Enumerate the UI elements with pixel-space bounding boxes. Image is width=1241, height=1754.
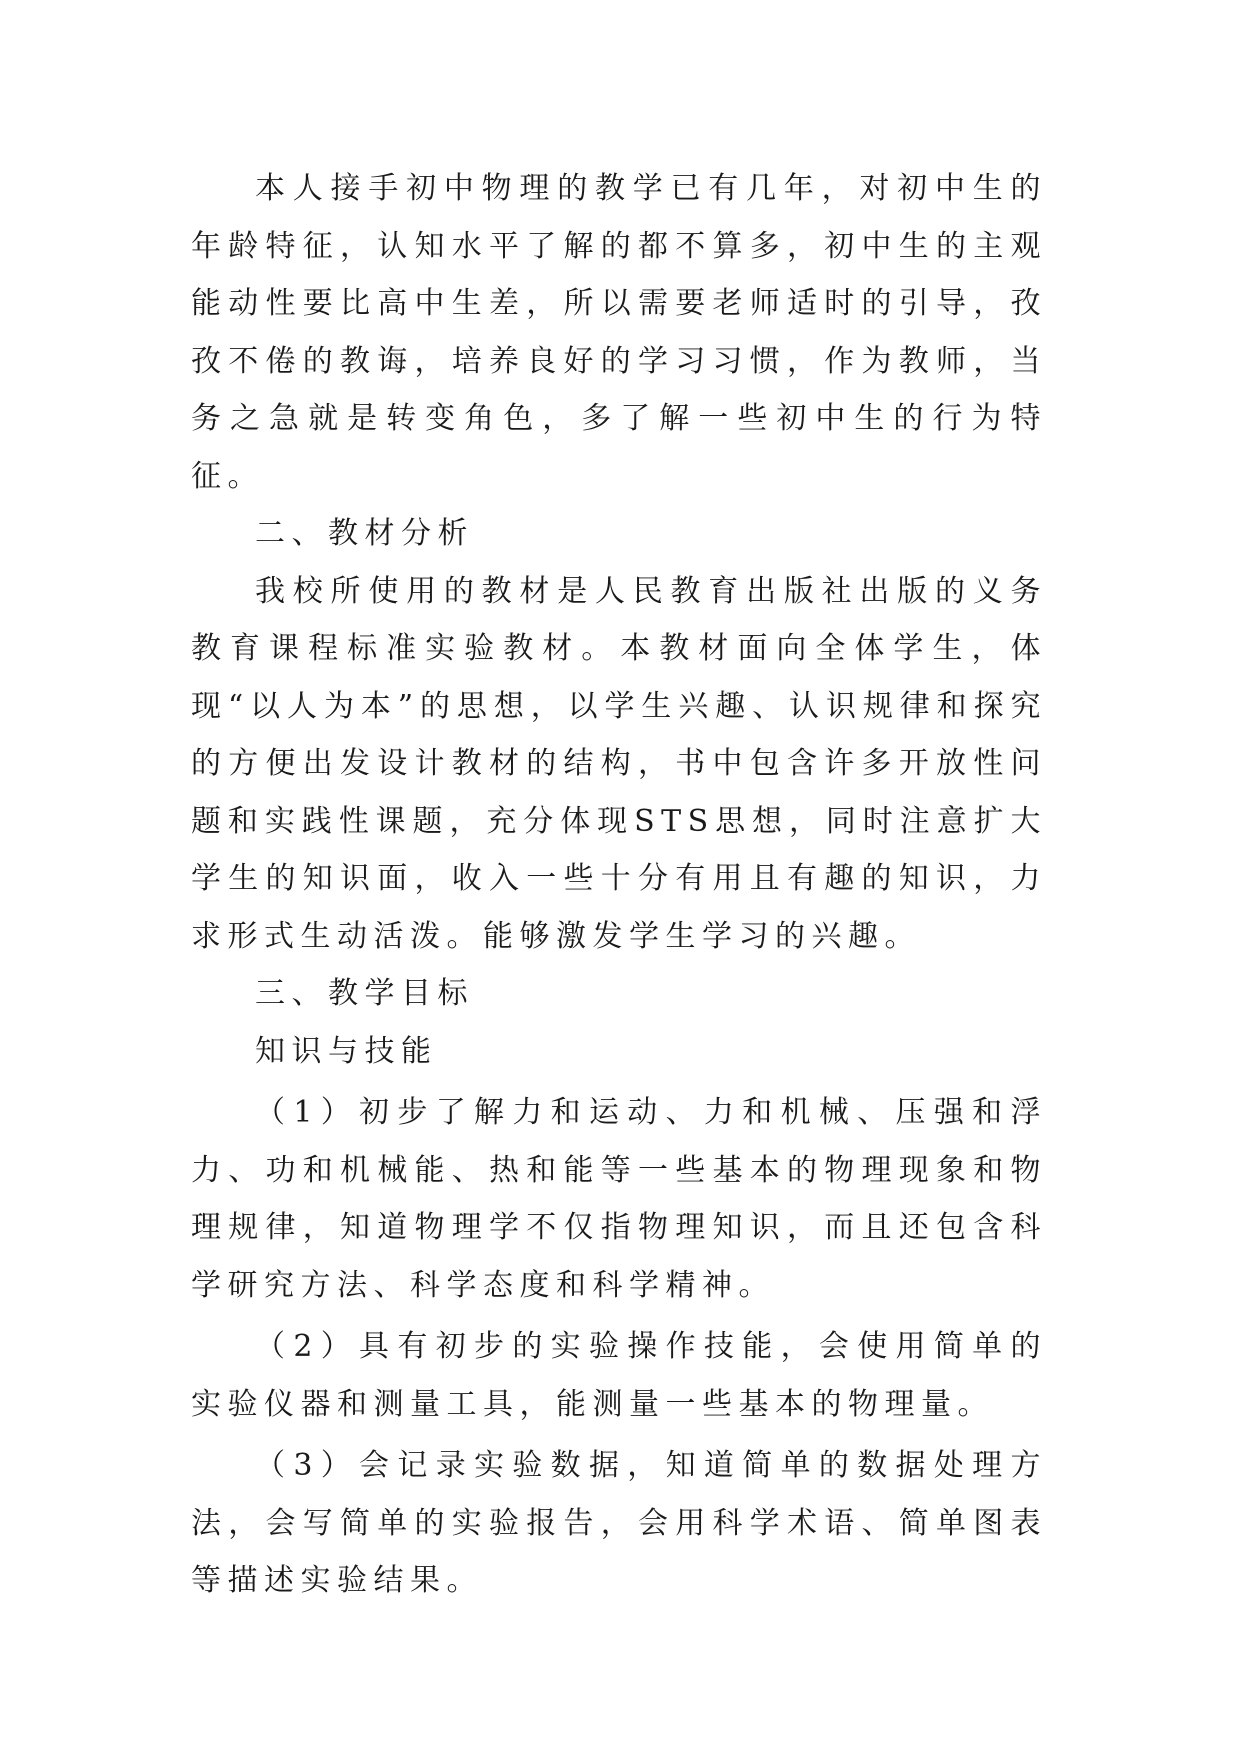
document-body xyxy=(191,160,1047,1610)
subheading-knowledge-skills: 知识与技能 xyxy=(255,1033,438,1069)
goal-item-2: （2）具有初步的实验操作技能，会使用简单的实验仪器和测量工具，能测量一些基本的物理量。 xyxy=(191,1329,1047,1422)
paragraph-intro: 本人接手初中物理的教学已有几年，对初中生的年龄特征，认知水平了解的都不算多，初中生的主观能动性要比高中生差，所以需要老师适时的引导，孜孜不倦的教诲，培养良好的学习习惯，作为教师，当务之急就是转变角色，多了解一些初中生的行为特征。 xyxy=(191,171,1047,494)
heading-textbook-analysis: 二、教材分析 xyxy=(255,516,474,551)
paragraph-textbook: 我校所使用的教材是人民教育出版社出版的义务教育课程标准实验教材。本教材面向全体学生，体现“以人为本”的思想，以学生兴趣、认识规律和探究的方便出发设计教材的结构，书中包含许多开放性问题和实践性课题，充分体现STS思想，同时注意扩大学生的知识面，收入一些十分有用且有趣的知识，力求形式生动活泼。能够激发学生学习的兴趣。 xyxy=(191,573,1047,954)
goal-item-1: （1）初步了解力和运动、力和机械、压强和浮力、功和机械能、热和能等一些基本的物理现象和物理规律，知道物理学不仅指物理知识，而且还包含科学研究方法、科学态度和科学精神。 xyxy=(191,1095,1047,1303)
heading-teaching-goals: 三、教学目标 xyxy=(255,976,474,1011)
goal-item-3: （3）会记录实验数据，知道简单的数据处理方法，会写简单的实验报告，会用科学术语、简单图表等描述实验结果。 xyxy=(191,1448,1047,1598)
